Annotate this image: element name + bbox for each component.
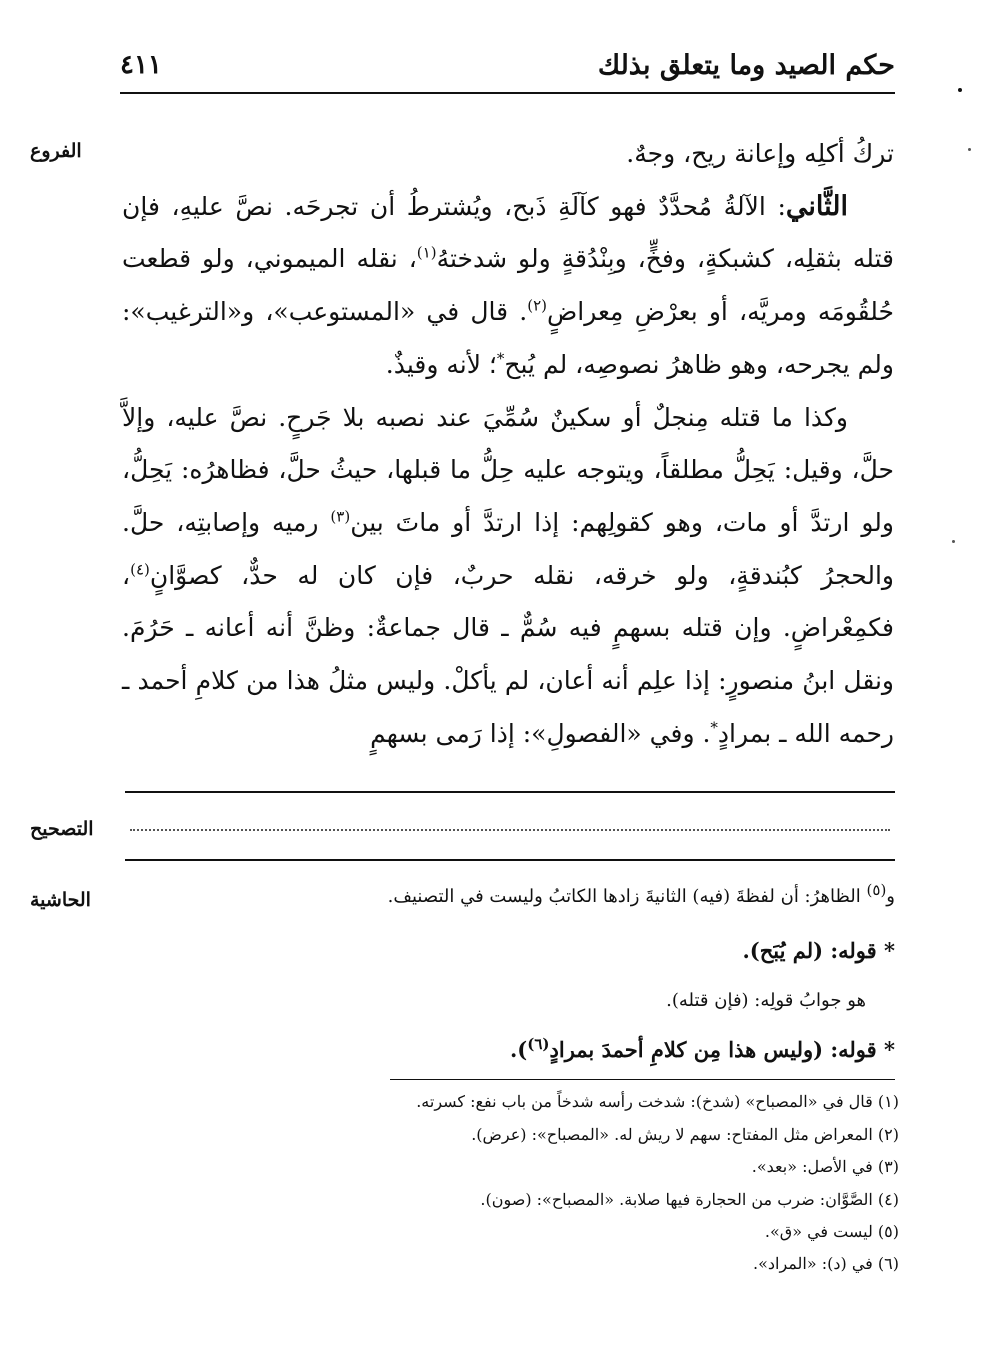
footnote-2: (٢) المعراض مثل المفتاح: سهم لا ريش له. «المصباح»: (عرض). [471,1125,899,1144]
section-term: الثَّاني [785,190,848,222]
tashih-dotted-line [130,829,890,831]
header-title: حكم الصيد وما يتعلق بذلك [597,50,895,81]
footnote-ref-1: (١) [416,244,437,263]
section-rule-bottom [125,859,895,861]
hashiya-quote-1: * قوله: (لم يُبَح). [742,938,895,963]
paragraph-3-text-d: . وفي «الفصولِ»: إذا رَمى بسهمٍ [370,718,711,748]
paragraph-2-text-b: ، نقله الميموني، ولو قطعت حُلقُومَه ومريَّه، أو بعرْضِ مِعراضٍ [122,244,894,327]
footnote-rule [390,1079,895,1080]
scan-speck [952,540,955,543]
paragraph-2 [122,181,894,392]
margin-label-hashiya: الحاشية [30,889,91,911]
running-header [120,50,895,90]
hashiya-note-text: الظاهرُ: أن لفظةَ (فيه) الثانيةَ زادها الكاتبُ وليست في التصنيف. [387,886,867,907]
annotation-star-2: * [710,718,718,737]
paragraph-3-text-b: رميه وإصابتِه، حلَّ. والحجرُ كبُندقةٍ، ولو خرقه، نقله حربٌ، فإن كان له حدٌّ، كصوَّانٍ [122,507,894,590]
footnote-6: (٦) في (د): «المراد». [753,1254,899,1273]
margin-dot [958,88,962,92]
footnote-4: (٤) الصَّوَّان: ضرب من الحجارة فيها صلابة. «المصباح»: (صون). [480,1190,899,1209]
section-rule-top [125,791,895,793]
margin-label-tashih: التصحيح [30,818,94,840]
scan-speck [968,148,971,151]
hashiya-quote-2 [510,1037,895,1062]
footnote-1: (١) قال في «المصباح» (شدخ): شدخت رأسه شدخاً من باب نفع: كسرته. [416,1092,899,1111]
margin-label-furu: الفروع [30,140,82,162]
paragraph-3 [122,392,894,761]
hashiya-answer-1: هو جوابُ قولِه: (فإن قتله). [666,990,866,1011]
footnote-ref-2: (٢) [527,296,548,315]
paragraph-3-text-a: وكذا ما قتله مِنجلٌ أو سكينٌ سُمِّيَ عند نصبه بلا جَرحٍ. نصَّ عليه، وإلاَّ حلَّ، وقيل: يَحِلُّ مطلقاً، ويتوجه عليه حِلُّ ما قبلها، حيثُ حلَّ، فظاهرُه: يَحِلُّ، ولو ارتدَّ أو مات، وهو كقولِهم: إذا ارتدَّ أو ماتَ بين [122,402,894,537]
paragraph-2-text-c: . قال في «المستوعب»، و«الترغيب»: ولم يجرحه، وهو ظاهرُ نصوصِه، لم يُبح [122,297,894,379]
footnote-ref-5: (٥) [866,881,887,899]
main-text [122,128,894,760]
hashiya-quote-2-text: * قوله: (وليس هذا مِن كلامِ أحمدَ بمرادٍ [549,1037,895,1062]
annotation-star-1: * [496,349,505,368]
hashiya-prefix: و [886,886,895,907]
footnote-3: (٣) في الأصل: «بعد». [751,1157,899,1176]
page-number: ٤١١ [120,50,162,80]
footnote-ref-3: (٣) [330,507,351,526]
paragraph-2-text-d: ؛ لأنه وقيذٌ. [385,349,497,379]
paragraph-1: تركُ أكلِه وإعانة ريح، وجهٌ. [626,139,894,168]
header-rule [120,92,895,94]
paragraph-2-text-a: : الآلةُ مُحدَّدٌ فهو كآلَةِ ذَبح، ويُشترطُ أن تجرحَه. نصَّ عليهِ، فإن قتله بثقلِه، كشبكةٍ، وفخٍّ، وبِنْدُقةٍ ولو شدختهُ [122,191,894,274]
hashiya-note [387,881,895,907]
footnote-ref-6: (٦) [527,1035,550,1053]
footnote-ref-4: (٤) [130,560,150,579]
paragraph-3-text-c: ، فكمِعْراضٍ. وإن قتله بسهمٍ فيه سُمٌّ ـ قال جماعةٌ: وظنَّ أنه أعانه ـ حَرُمَ. ونقل ابنُ منصورٍ: إذا علِم أنه أعان، لم يأكلْ. وليس مثلُ هذا من كلامِ أحمد ـ رحمه الله ـ بمرادٍ [122,560,894,748]
footnote-5: (٥) ليست في «ق». [764,1222,899,1241]
hashiya-quote-2-end: ). [509,1037,528,1062]
